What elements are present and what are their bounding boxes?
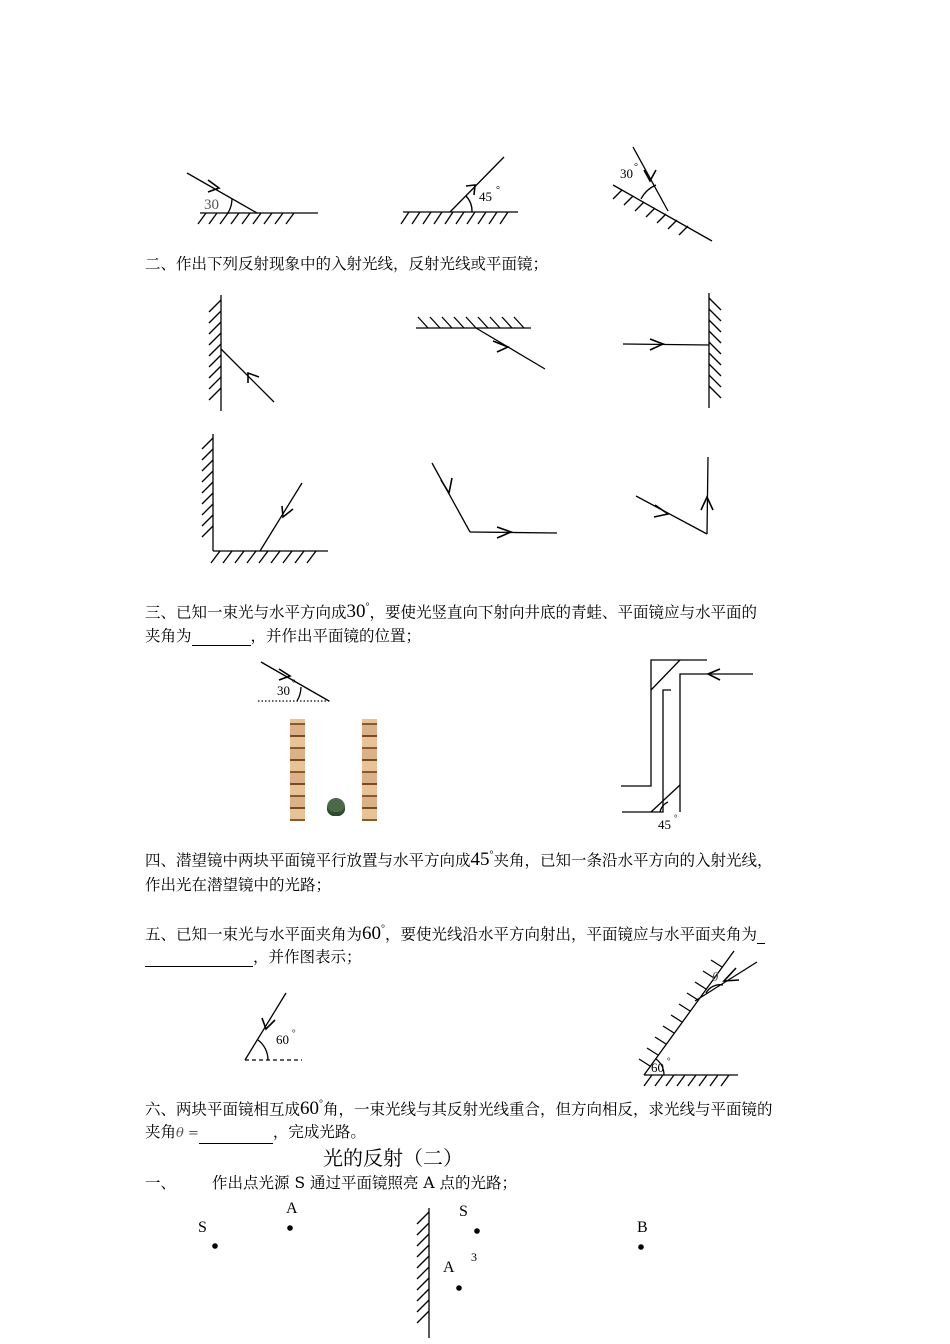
figure-periscope <box>621 660 753 832</box>
svg-text:°: ° <box>634 162 638 173</box>
svg-text:60: 60 <box>651 1060 664 1075</box>
figure-point-source-1 <box>198 1200 298 1249</box>
figure-two-mirrors-60 <box>639 951 757 1086</box>
figure-30deg-inclined-mirror <box>613 147 712 241</box>
section-title: 光的反射（二） <box>323 1146 463 1170</box>
svg-text:°: ° <box>292 1028 296 1038</box>
figure-vertical-mirror-right <box>623 293 721 408</box>
svg-text:S: S <box>198 1219 207 1236</box>
angle-label-30: 30 <box>204 197 219 213</box>
figure-corner-mirrors <box>202 434 328 563</box>
answer-blank-q5[interactable] <box>145 950 253 967</box>
svg-text:A: A <box>443 1259 455 1276</box>
svg-text:°: ° <box>292 678 296 688</box>
angle-45: 45° <box>470 849 494 871</box>
answer-blank-q5-start[interactable] <box>757 927 765 944</box>
svg-text:°: ° <box>496 185 500 196</box>
svg-text:45: 45 <box>658 817 671 832</box>
figure-45deg-mirror <box>401 157 518 224</box>
question-2-text: 二、作出下列反射现象中的入射光线，反射光线或平面镜； <box>145 255 549 273</box>
answer-blank-q6[interactable] <box>199 1127 273 1144</box>
svg-text:30: 30 <box>620 166 633 181</box>
angle-60-q6: 60° <box>300 1098 324 1120</box>
svg-text:θ: θ <box>712 969 719 984</box>
section-2-question-1: 一、 作出点光源 S 通过平面镜照亮 A 点的光路； <box>145 1174 518 1192</box>
figure-vertical-mirror-left <box>209 295 274 411</box>
question-5-line-2: ，并作图表示； <box>145 947 362 967</box>
hatch-marks <box>198 213 294 224</box>
svg-text:°: ° <box>667 1056 671 1066</box>
theta-symbol: θ = <box>176 1126 199 1141</box>
svg-text:°: ° <box>674 813 678 823</box>
answer-blank-q3[interactable] <box>192 629 251 646</box>
figure-horizontal-mirror-top <box>416 317 545 369</box>
svg-text:A: A <box>286 1200 298 1217</box>
figure-point-source-2 <box>417 1203 480 1338</box>
question-3-line-1: 三、已知一束光与水平方向成30°，要使光竖直向下射向井底的青蛙、平面镜应与水平面的 <box>145 601 758 623</box>
question-4-line-1: 四、潜望镜中两块平面镜平行放置与水平方向成45°夹角，已知一条沿水平方向的入射光线， <box>145 849 773 871</box>
svg-text:S: S <box>459 1203 468 1220</box>
svg-text:3: 3 <box>471 1250 477 1264</box>
question-3-line-2: 夹角为 ，并作出平面镜的位置； <box>145 627 422 645</box>
angle-60-q5: 60° <box>362 923 386 945</box>
question-6-line-2: 夹角θ = ，完成光路。 <box>145 1122 366 1144</box>
figure-well-frog <box>258 662 330 701</box>
angle-30: 30° <box>346 601 370 623</box>
figure-rays-only-a <box>432 463 557 538</box>
figure-60deg-ray <box>245 993 302 1060</box>
question-2 <box>145 254 548 274</box>
question-5-line-1: 五、已知一束光与水平面夹角为60°，要使光线沿水平方向射出，平面镜应与水平面夹角为 <box>145 920 765 944</box>
figure-point-b <box>637 1219 648 1250</box>
well-wall-right <box>362 719 377 821</box>
figure-30deg-mirror <box>187 173 318 224</box>
figure-rays-only-b <box>636 457 713 534</box>
frog-icon <box>327 798 345 816</box>
svg-text:B: B <box>637 1219 648 1236</box>
question-6-line-1: 六、两块平面镜相互成60°角，一束光线与其反射光线重合，但方向相反，求光线与平面镜的 <box>145 1098 773 1120</box>
well-wall-left <box>290 719 305 821</box>
svg-text:45: 45 <box>479 189 492 204</box>
svg-text:60: 60 <box>276 1032 289 1047</box>
question-4-line-2: 作出光在潜望镜中的光路； <box>145 876 332 894</box>
svg-text:30: 30 <box>277 683 290 698</box>
